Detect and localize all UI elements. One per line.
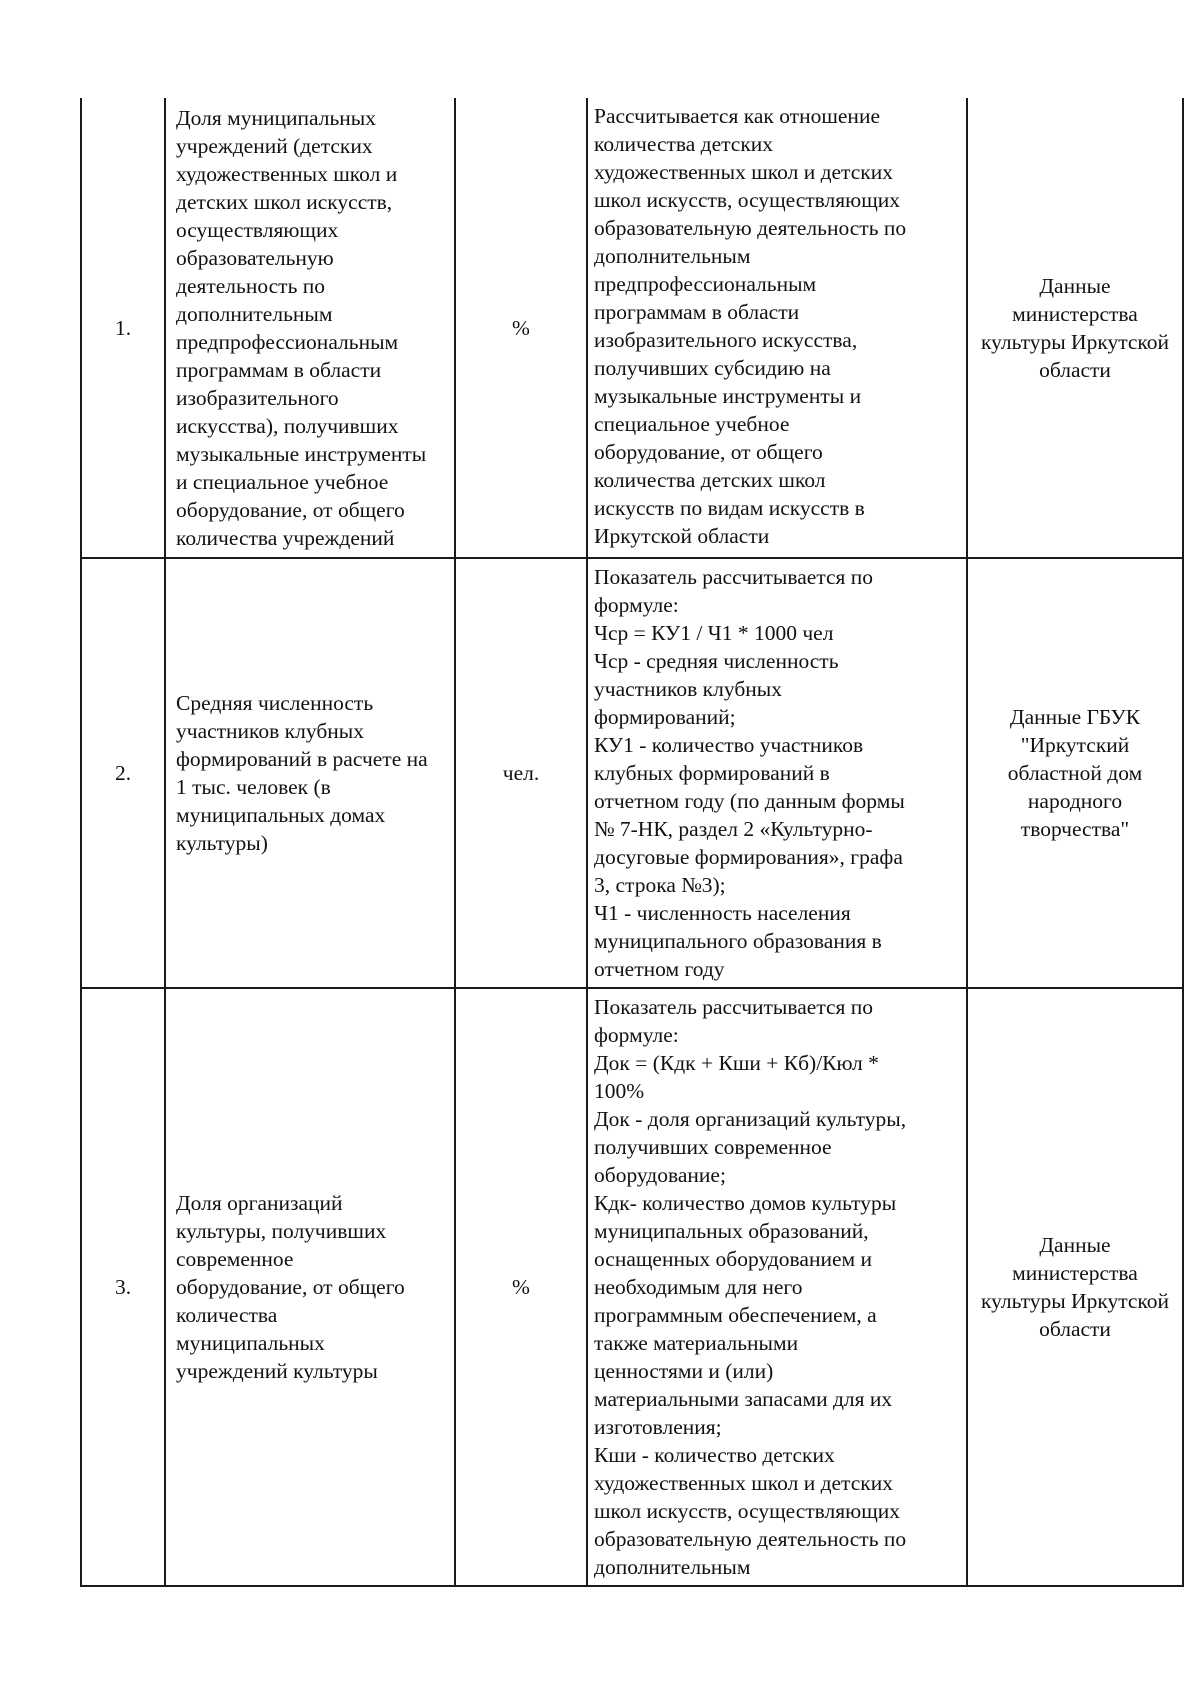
method-line: школ искусств, осуществляющих <box>594 188 901 212</box>
method-line: отчетном году (по данным формы <box>594 789 905 813</box>
method-line: получивших современное <box>594 1135 832 1159</box>
indicator-name-line: дополнительным <box>176 301 333 326</box>
method-line: Показатель рассчитывается по <box>594 995 874 1019</box>
method-line: ценностями и (или) <box>594 1359 774 1383</box>
indicator-name-line: формирований в расчете на <box>176 747 428 771</box>
method-line: искусств по видам искусств в <box>594 496 865 520</box>
indicator-name-line: Средняя численность <box>176 691 374 715</box>
method-line: Чср - средняя численность <box>594 649 839 673</box>
method-line: Рассчитывается как отношение <box>594 104 880 128</box>
indicator-name-line: детских школ искусств, <box>176 189 393 214</box>
method-line: Кши - количество детских <box>594 1443 835 1467</box>
indicator-name-line: изобразительного <box>176 385 339 410</box>
indicator-name-line: учреждений культуры <box>176 1359 378 1383</box>
method-line: материальными запасами для их <box>594 1387 893 1411</box>
method-line: КУ1 - количество участников <box>594 733 864 757</box>
row-number: 3. <box>81 988 165 1586</box>
method-line: также материальными <box>594 1331 799 1355</box>
method-line: программным обеспечением, а <box>594 1303 877 1327</box>
method-line: муниципального образования в <box>594 929 882 953</box>
method-formula: 100% <box>594 1079 645 1103</box>
indicator-name-line: и специальное учебное <box>176 469 389 494</box>
data-source: Данные министерства культуры Иркутской области <box>967 98 1183 558</box>
indicators-table <box>80 98 1184 1587</box>
indicator-name <box>165 558 455 988</box>
method-line: оснащенных оборудованием и <box>594 1247 872 1271</box>
method-line: 3, строка №3); <box>594 873 726 897</box>
method-line: формуле: <box>594 1023 679 1047</box>
unit-of-measure: % <box>455 988 587 1586</box>
indicator-name-line: Доля муниципальных <box>176 105 376 130</box>
method-line: количества детских <box>594 132 774 156</box>
data-source: Данные ГБУК "Иркутский областной дом народного творчества" <box>967 558 1183 988</box>
indicator-name-line: участников клубных <box>176 719 364 743</box>
indicator-name-line: муниципальных <box>176 1331 325 1355</box>
indicator-name-line: программам в области <box>176 357 382 382</box>
indicator-name-line: деятельность по <box>176 273 326 298</box>
row-number: 1. <box>81 98 165 558</box>
method-line: специальное учебное <box>594 412 790 436</box>
indicator-name <box>165 98 455 558</box>
calculation-method <box>587 98 967 558</box>
method-line: дополнительным <box>594 1555 751 1579</box>
method-formula: Чср = КУ1 / Ч1 * 1000 чел <box>594 621 834 645</box>
calculation-method <box>587 988 967 1586</box>
method-line: получивших субсидию на <box>594 356 831 380</box>
method-line: дополнительным <box>594 244 751 268</box>
indicator-name-line: Доля организаций <box>176 1191 343 1215</box>
method-line: необходимым для него <box>594 1275 803 1299</box>
method-line: музыкальные инструменты и <box>594 384 862 408</box>
method-line: оборудование, от общего <box>594 440 823 464</box>
method-formula: Док = (Кдк + Кши + Кб)/Кюл * <box>594 1051 879 1075</box>
table-row <box>81 558 1183 988</box>
method-line: формирований; <box>594 705 736 729</box>
method-line: предпрофессиональным <box>594 272 817 296</box>
method-line: Ч1 - численность населения <box>594 901 851 925</box>
method-line: Показатель рассчитывается по <box>594 565 874 589</box>
indicator-name-line: культуры) <box>176 831 268 855</box>
method-line: изготовления; <box>594 1415 722 1439</box>
method-line: художественных школ и детских <box>594 160 893 184</box>
method-line: формуле: <box>594 593 679 617</box>
method-line: отчетном году <box>594 957 725 981</box>
method-line: количества детских школ <box>594 468 826 492</box>
table-row <box>81 98 1183 558</box>
method-line: образовательную деятельность по <box>594 216 907 240</box>
method-line: участников клубных <box>594 677 782 701</box>
indicator-name-line: учреждений (детских <box>176 133 373 158</box>
indicator-name-line: оборудование, от общего <box>176 1275 405 1299</box>
unit-of-measure: % <box>455 98 587 558</box>
method-line: досуговые формирования», графа <box>594 845 903 869</box>
indicator-name-line: художественных школ и <box>176 161 398 186</box>
method-line: № 7-НК, раздел 2 «Культурно- <box>594 817 873 841</box>
method-line: школ искусств, осуществляющих <box>594 1499 901 1523</box>
indicator-name-line: музыкальные инструменты <box>176 441 427 466</box>
calculation-method <box>587 558 967 988</box>
indicator-name-line: культуры, получивших <box>176 1219 387 1243</box>
method-line: оборудование; <box>594 1163 726 1187</box>
indicator-name-line: оборудование, от общего <box>176 497 405 522</box>
indicator-name-line: современное <box>176 1247 294 1271</box>
indicator-name <box>165 988 455 1586</box>
indicator-name-line: количества учреждений <box>176 525 395 550</box>
method-line: образовательную деятельность по <box>594 1527 907 1551</box>
method-line: Док - доля организаций культуры, <box>594 1107 907 1131</box>
indicator-name-line: образовательную <box>176 245 334 270</box>
method-line: изобразительного искусства, <box>594 328 858 352</box>
method-line: художественных школ и детских <box>594 1471 893 1495</box>
method-line: Кдк- количество домов культуры <box>594 1191 897 1215</box>
indicator-name-line: муниципальных домах <box>176 803 386 827</box>
indicator-name-line: количества <box>176 1303 278 1327</box>
method-line: муниципальных образований, <box>594 1219 869 1243</box>
indicator-name-line: искусства), получивших <box>176 413 399 438</box>
data-source: Данные министерства культуры Иркутской области <box>967 988 1183 1586</box>
table-row <box>81 988 1183 1586</box>
indicator-name-line: 1 тыс. человек (в <box>176 775 331 799</box>
method-line: Иркутской области <box>594 524 770 548</box>
method-line: программам в области <box>594 300 800 324</box>
method-line: клубных формирований в <box>594 761 830 785</box>
indicator-name-line: предпрофессиональным <box>176 329 399 354</box>
indicator-name-line: осуществляющих <box>176 217 339 242</box>
row-number: 2. <box>81 558 165 988</box>
unit-of-measure: чел. <box>455 558 587 988</box>
